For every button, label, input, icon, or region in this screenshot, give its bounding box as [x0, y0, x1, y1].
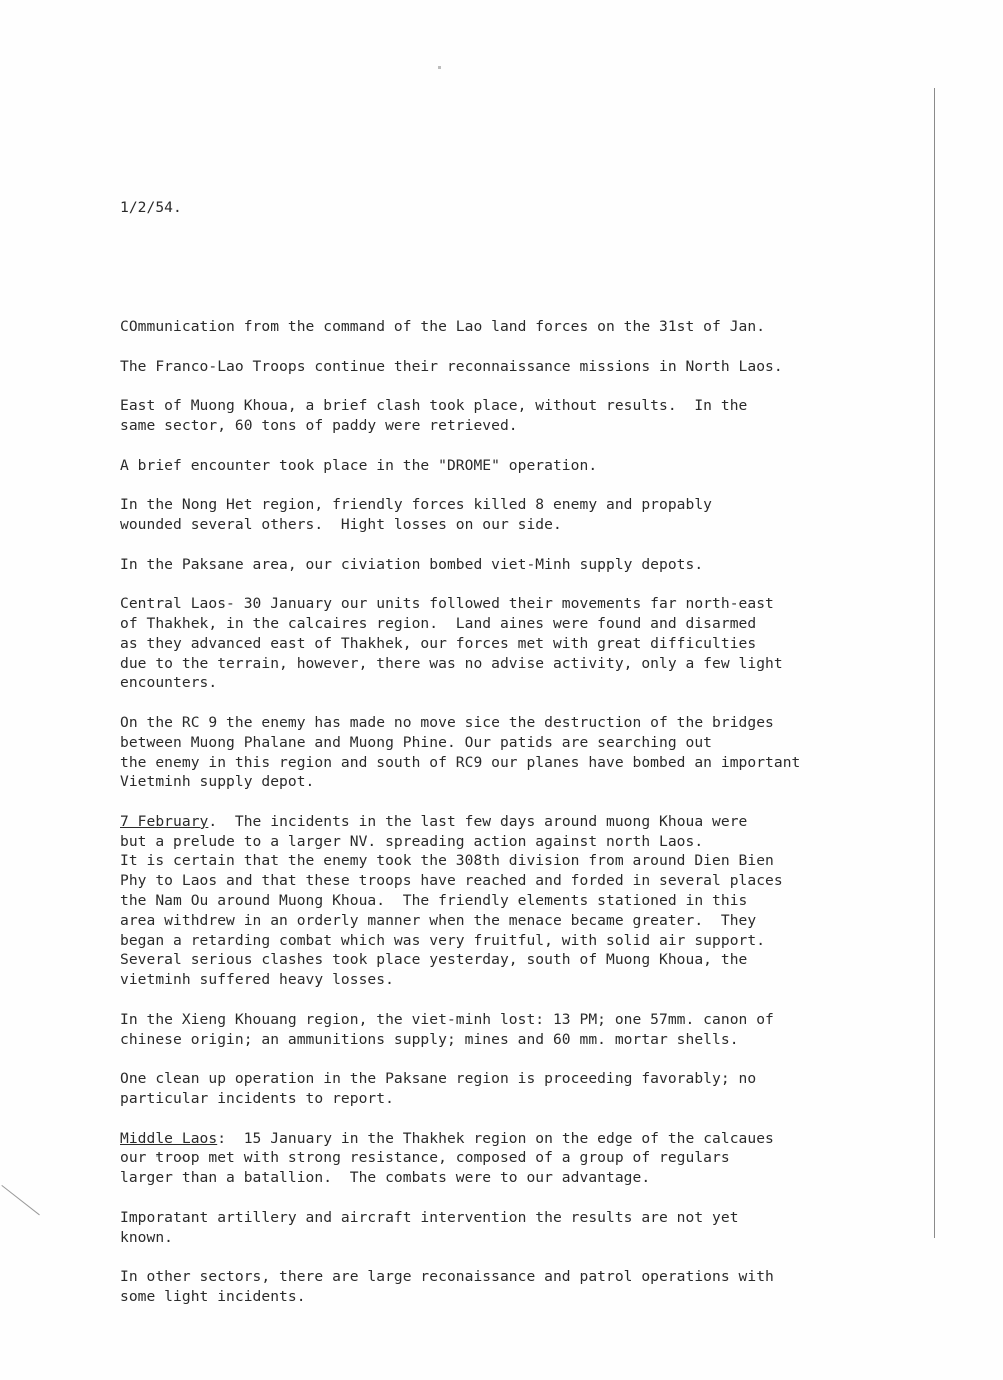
- paragraph-line: Middle Laos: 15 January in the Thakhek region on the edge of the calcaues: [120, 1129, 774, 1147]
- paragraph-line: In the Xieng Khouang region, the viet-minh lost: 13 PM; one 57mm. canon of: [120, 1010, 774, 1028]
- paragraph-line: One clean up operation in the Paksane region is proceeding favorably; no: [120, 1070, 757, 1088]
- paragraph-line: COmmunication from the command of the Lao land forces on the 31st of Jan.: [120, 317, 766, 335]
- document-date: [120, 159, 910, 258]
- paragraph-line: particular incidents to report.: [120, 1090, 394, 1108]
- paragraph-line: The Franco-Lao Troops continue their reconnaissance missions in North Laos.: [120, 357, 783, 375]
- paragraph-line: same sector, 60 tons of paddy were retrieved.: [120, 416, 518, 434]
- document-paragraph: [120, 713, 910, 792]
- paragraph-line: On the RC 9 the enemy has made no move sice the destruction of the bridges: [120, 713, 774, 731]
- date-line: 1/2/54.: [120, 199, 182, 217]
- document-paragraph: [120, 1208, 910, 1248]
- paragraph-line: the Nam Ou around Muong Khoua. The friendly elements stationed in this: [120, 892, 748, 910]
- paragraph-line: East of Muong Khoua, a brief clash took place, without results. In the: [120, 397, 748, 415]
- paragraph-line: some light incidents.: [120, 1288, 306, 1306]
- page-edge-line: [934, 88, 935, 1238]
- paragraph-line: began a retarding combat which was very fruitful, with solid air support.: [120, 931, 766, 949]
- paragraph-line: 7 February. The incidents in the last few days around muong Khoua were: [120, 812, 748, 830]
- document-paragraph: [120, 594, 910, 693]
- document-paragraph: [120, 357, 910, 377]
- paragraph-line: Phy to Laos and that these troops have reached and forded in several places: [120, 872, 783, 890]
- paragraph-line: Imporatant artillery and aircraft intervention the results are not yet: [120, 1208, 739, 1226]
- paragraph-line: wounded several others. Hight losses on our side.: [120, 515, 562, 533]
- paragraph-line: larger than a batallion. The combats were to our advantage.: [120, 1169, 651, 1187]
- paragraph-line: A brief encounter took place in the "DROME" operation.: [120, 456, 598, 474]
- paragraph-line: In the Paksane area, our civiation bombed viet-Minh supply depots.: [120, 555, 704, 573]
- paragraph-line: area withdrew in an orderly manner when the menace became greater. They: [120, 911, 757, 929]
- document-paragraph: [120, 456, 910, 476]
- document-paragraph: [120, 1267, 910, 1307]
- scan-speck: [438, 66, 441, 69]
- paragraph-line: Central Laos- 30 January our units followed their movements far north-east: [120, 595, 774, 613]
- paragraph-line: In the Nong Het region, friendly forces killed 8 enemy and propably: [120, 496, 713, 514]
- paragraph-line: due to the terrain, however, there was no advise activity, only a few light: [120, 654, 783, 672]
- paragraph-line: encounters.: [120, 674, 218, 692]
- document-paragraph: [120, 812, 910, 990]
- paragraph-line: chinese origin; an ammunitions supply; mines and 60 mm. mortar shells.: [120, 1030, 739, 1048]
- page-corner-mark: [1, 1185, 39, 1215]
- document-paragraph: [120, 1069, 910, 1109]
- document-paragraph: [120, 555, 910, 575]
- paragraph-line: known.: [120, 1228, 174, 1246]
- document-paragraph: [120, 317, 910, 337]
- document-paragraph: [120, 495, 910, 535]
- paragraph-line: Vietminh supply depot.: [120, 773, 315, 791]
- paragraph-line: Several serious clashes took place yesterday, south of Muong Khoua, the: [120, 951, 748, 969]
- paragraph-line: In other sectors, there are large reconaissance and patrol operations with: [120, 1268, 774, 1286]
- paragraph-line: of Thakhek, in the calcaires region. Land aines were found and disarmed: [120, 614, 757, 632]
- document-paragraph: [120, 396, 910, 436]
- paragraph-line: the enemy in this region and south of RC9 our planes have bombed an important: [120, 753, 801, 771]
- paragraph-list: [120, 317, 910, 1307]
- paragraph-line: our troop met with strong resistance, composed of a group of regulars: [120, 1149, 730, 1167]
- paragraph-line: between Muong Phalane and Muong Phine. Our patids are searching out: [120, 733, 713, 751]
- document-paragraph: [120, 1129, 910, 1188]
- paragraph-line: It is certain that the enemy took the 308th division from around Dien Bien: [120, 852, 774, 870]
- paragraph-line: vietminh suffered heavy losses.: [120, 971, 394, 989]
- document-paragraph: [120, 1010, 910, 1050]
- paragraph-line: as they advanced east of Thakhek, our forces met with great difficulties: [120, 634, 757, 652]
- document-body: [120, 119, 910, 1366]
- paragraph-line: but a prelude to a larger NV. spreading action against north Laos.: [120, 832, 704, 850]
